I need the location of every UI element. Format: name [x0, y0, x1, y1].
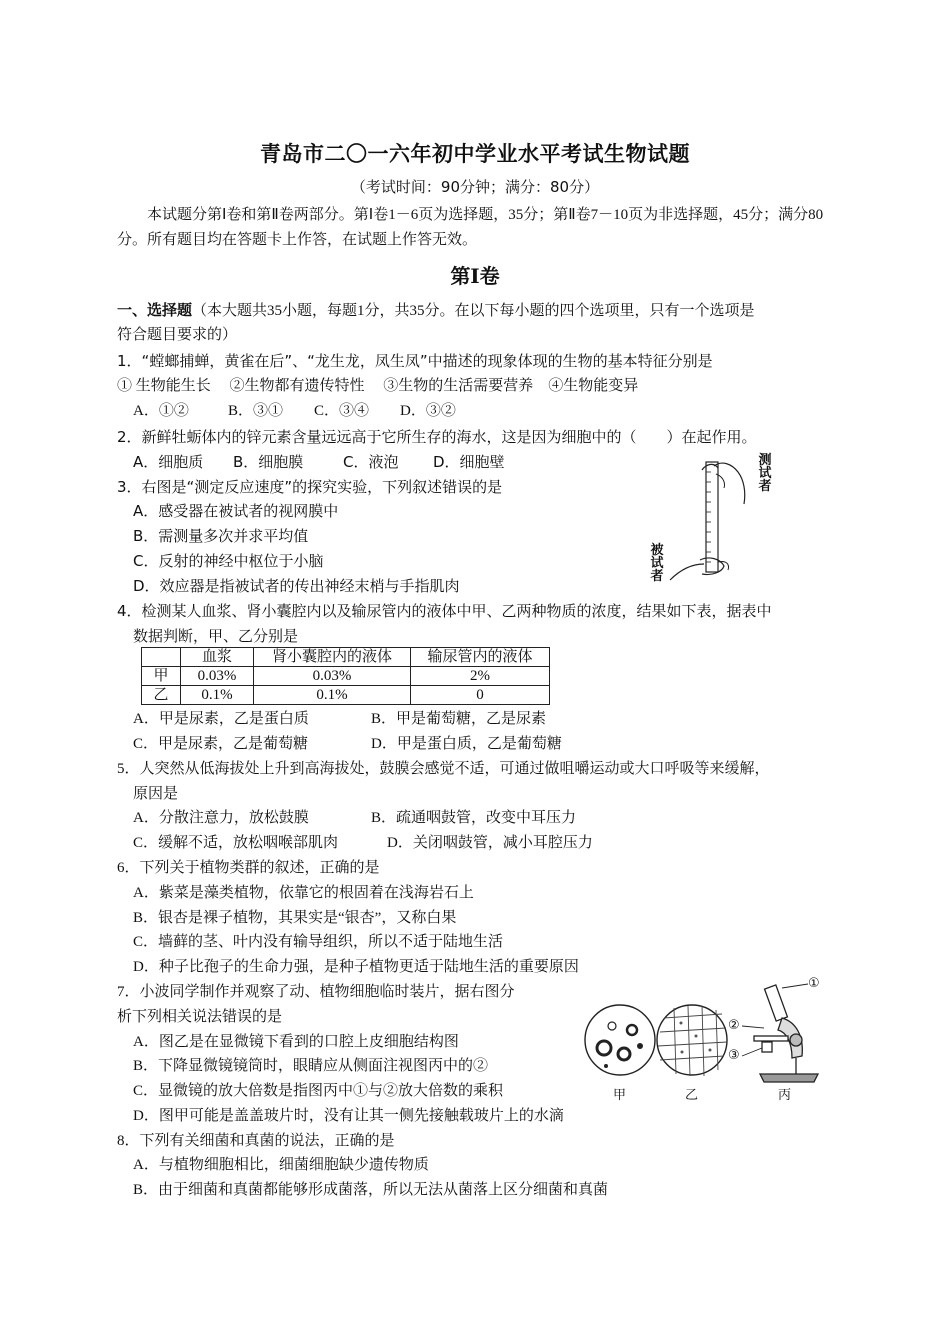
q6-stem: 6．下列关于植物类群的叙述，正确的是: [117, 860, 380, 876]
table-cell: 0.03%: [254, 667, 411, 686]
q1-option-a: A．①②: [133, 403, 189, 419]
q1-items: ① 生物能生长 ②生物都有遗传特性 ③生物的生活需要营养 ④生物能变异: [117, 378, 639, 394]
table-header-row: [142, 648, 550, 667]
q5-stem-2: 原因是: [133, 786, 179, 802]
q2-option-c: C．液泡: [343, 453, 399, 471]
q4-options-ab: [133, 708, 546, 730]
table-cell: 2%: [411, 667, 550, 686]
q6-option-b: B．银杏是裸子植物，其果实是“银杏”，又称白果: [133, 910, 457, 926]
microscope-drawing: [582, 978, 832, 1098]
q7-option-d: D．图甲可能是盖盖玻片时，没有让其一侧先接触载玻片上的水滴: [133, 1108, 564, 1124]
q7-option-b: B．下降显微镜镜筒时，眼睛应从侧面注视图丙中的②: [133, 1058, 489, 1074]
q3-option-b: B．需测量多次并求平均值: [133, 527, 309, 545]
q6-option-c: C．墙藓的茎、叶内没有输导组织，所以不适于陆地生活: [133, 934, 504, 950]
table-cell: 乙: [142, 686, 181, 705]
q6-option-a: A．紫菜是藻类植物，依靠它的根固着在浅海岩石上: [133, 885, 474, 901]
marker-2: ②: [728, 1018, 740, 1033]
q1-option-d: D．③②: [400, 403, 456, 419]
exam-intro: 本试题分第Ⅰ卷和第Ⅱ卷两部分。第Ⅰ卷1－6页为选择题，35分；第Ⅱ卷7－10页为非选择题，45分；满分80分。所有题目均在答题卡上作答，在试题上作答无效。: [117, 207, 824, 248]
q4-option-b: B．甲是葡萄糖，乙是尿素: [371, 711, 547, 727]
q8-option-a: A．与植物细胞相比，细菌细胞缺少遗传物质: [133, 1157, 429, 1173]
tester-label: 测试者: [758, 453, 772, 494]
q3-option-c: C．反射的神经中枢位于小脑: [133, 552, 324, 570]
section-desc-2: 符合题目要求的）: [117, 327, 238, 343]
q4-stem-2: 数据判断，甲、乙分别是: [133, 627, 299, 645]
q2-option-a: A．细胞质: [133, 453, 204, 471]
figure-label-jia: 甲: [613, 1088, 627, 1103]
q5-option-d: D．关闭咽鼓管，减小耳腔压力: [387, 835, 593, 851]
table-row: [142, 686, 550, 705]
concentration-table: [141, 647, 550, 705]
q2-option-d: D．细胞壁: [433, 453, 505, 471]
q5-stem-1: 5．人突然从低海拔处上升到高海拔处，鼓膜会感觉不适，可通过做咀嚼运动或大口呼吸等来缓解，: [117, 761, 770, 777]
q3-stem: 3．右图是“测定反应速度”的探究实验，下列叙述错误的是: [117, 478, 503, 496]
table-cell: 0: [411, 686, 550, 705]
q7-stem-2: 析下列相关说法错误的是: [117, 1009, 283, 1025]
table-cell: 0.03%: [181, 667, 254, 686]
table-cell: 0.1%: [181, 686, 254, 705]
q5-option-a: A．分散注意力，放松鼓膜: [133, 810, 309, 826]
section-head: 一、选择题: [117, 301, 193, 319]
table-row: [142, 667, 550, 686]
table-header-cell: 肾小囊腔内的液体: [254, 648, 411, 667]
q2-options: [133, 451, 505, 473]
q3-option-a: A．感受器在被试者的视网膜中: [133, 502, 339, 520]
q5-options-cd: [133, 832, 593, 854]
figure-label-bing: 丙: [778, 1088, 792, 1103]
q7-option-a: A．图乙是在显微镜下看到的口腔上皮细胞结构图: [133, 1034, 459, 1050]
marker-1: ①: [808, 976, 820, 991]
q1-option-b: B．③①: [228, 403, 284, 419]
section-header: [117, 299, 755, 322]
section-desc-1: （本大题共35小题，每题1分，共35分。在以下每小题的四个选项里，只有一个选项是: [192, 303, 755, 319]
exam-title: 青岛市二〇一六年初中学业水平考试生物试题: [260, 142, 690, 166]
q5-options-ab: [133, 807, 576, 829]
q4-option-a: A．甲是尿素，乙是蛋白质: [133, 711, 309, 727]
q4-stem-1: 4．检测某人血浆、肾小囊腔内以及输尿管内的液体中甲、乙两种物质的浓度，结果如下表，据表中: [117, 602, 772, 620]
table-header-cell: [142, 648, 181, 667]
volume-title: 第Ⅰ卷: [450, 264, 500, 288]
q4-option-c: C．甲是尿素，乙是葡萄糖: [133, 736, 309, 752]
q5-option-c: C．缓解不适，放松咽喉部肌肉: [133, 835, 339, 851]
q2-stem: 2．新鲜牡蛎体内的锌元素含量远远高于它所生存的海水，这是因为细胞中的（ ）在起作用。: [117, 428, 757, 446]
table-cell: 0.1%: [254, 686, 411, 705]
table-header-cell: 输尿管内的液体: [411, 648, 550, 667]
marker-3: ③: [728, 1048, 740, 1063]
exam-subtitle: （考试时间：90分钟；满分：80分）: [350, 178, 600, 196]
q6-option-d: D．种子比孢子的生命力强，是种子植物更适于陆地生活的重要原因: [133, 959, 579, 975]
q3-option-d: D．效应器是指被试者的传出神经末梢与手指肌肉: [133, 577, 460, 595]
q4-option-d: D．甲是蛋白质，乙是葡萄糖: [371, 736, 562, 752]
subject-label: 被试者: [650, 543, 664, 584]
reaction-test-figure: [650, 452, 780, 587]
q4-options-cd: [133, 733, 562, 755]
microscope-figure: [582, 976, 832, 1103]
figure-label-yi: 乙: [685, 1088, 699, 1103]
q7-stem-1: 7．小波同学制作并观察了动、植物细胞临时装片，据右图分: [117, 984, 515, 1000]
q5-option-b: B．疏通咽鼓管，改变中耳压力: [371, 810, 577, 826]
table-cell: 甲: [142, 667, 181, 686]
q1-stem: 1．“螳螂捕蝉，黄雀在后”、“龙生龙，凤生凤”中描述的现象体现的生物的基本特征分别是: [117, 352, 713, 370]
table-header-cell: 血浆: [181, 648, 254, 667]
q2-option-b: B．细胞膜: [233, 453, 304, 471]
q1-option-c: C．③④: [314, 403, 370, 419]
q8-option-b: B．由于细菌和真菌都能够形成菌落，所以无法从菌落上区分细菌和真菌: [133, 1182, 609, 1198]
q8-stem: 8．下列有关细菌和真菌的说法，正确的是: [117, 1133, 395, 1149]
q1-options: [133, 400, 456, 422]
q7-option-c: C．显微镜的放大倍数是指图丙中①与②放大倍数的乘积: [133, 1083, 504, 1099]
